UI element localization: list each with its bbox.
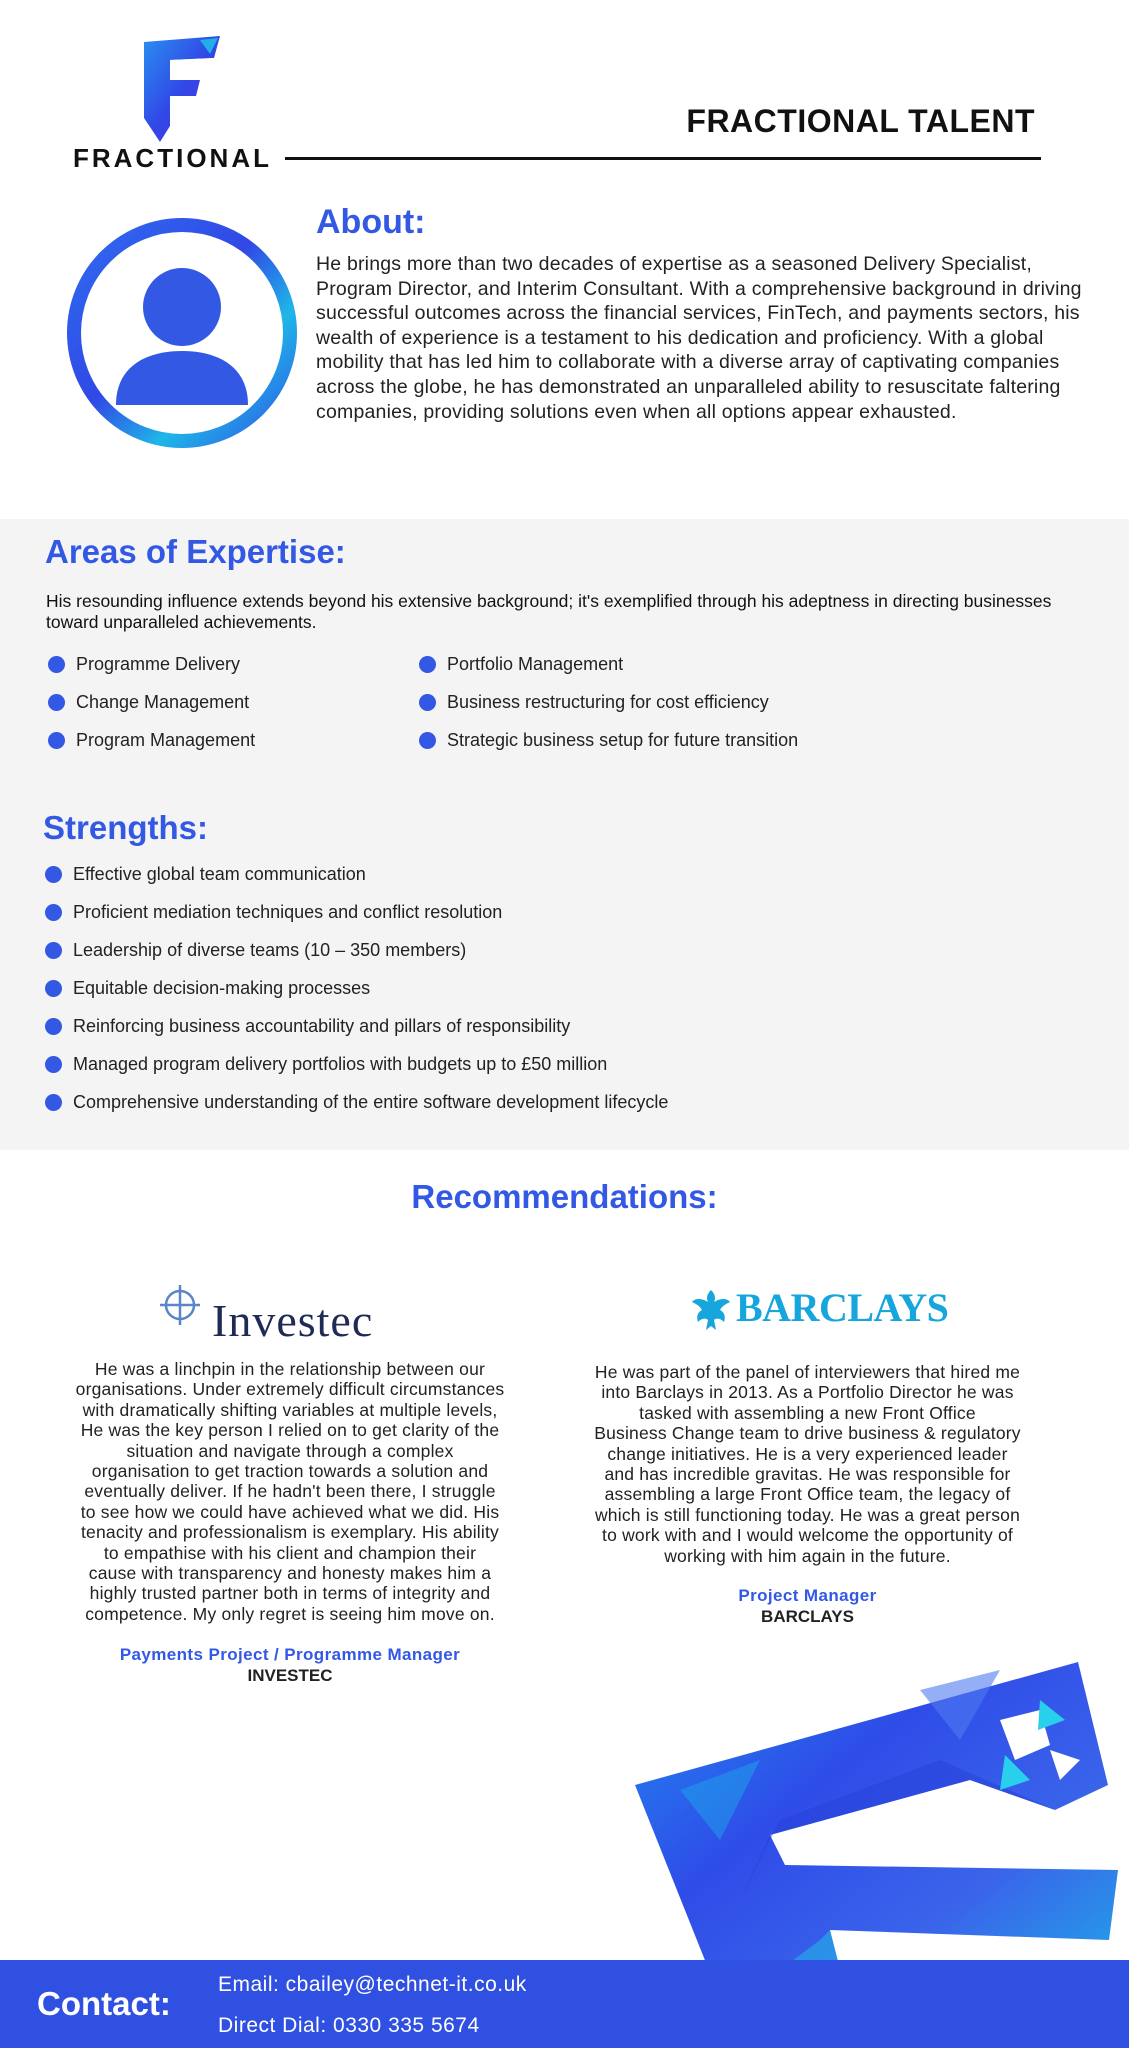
bullet-dot-icon xyxy=(419,732,436,749)
about-body: He brings more than two decades of expertise as a seasoned Delivery Specialist, Program Director, and Interim Consultant. With a comprehensive background in driving successful outcomes across the financial services, FinTech, and payments sectors, his wealth of experience is a testament to his dedication and proficiency. With a global mobility that has led him to collaborate with a diverse array of captivating companies across the globe, he has demonstrated an unparalleled ability to resuscitate faltering companies, providing solutions even when all options appear exhausted. xyxy=(316,253,1082,423)
bullet-dot-icon xyxy=(45,980,62,997)
barclays-recommender-role: Project Manager xyxy=(738,1586,877,1605)
list-item: Strategic business setup for future transition xyxy=(419,730,798,751)
fractional-logo-text: FRACTIONAL xyxy=(73,143,272,173)
about-heading: About: xyxy=(316,203,426,241)
page-title: FRACTIONAL TALENT xyxy=(686,103,1035,139)
bullet-dot-icon xyxy=(45,942,62,959)
list-item: Reinforcing business accountability and pillars of responsibility xyxy=(45,1016,570,1037)
bullet-dot-icon xyxy=(45,866,62,883)
investec-recommender-org: INVESTEC xyxy=(247,1666,333,1685)
bullet-dot-icon xyxy=(45,1094,62,1111)
barclays-quote: He was part of the panel of interviewers that hired me into Barclays in 2013. As a Portfolio Director he was tasked with assembling a new Front Office Business Change team to drive business & regulatory change initiatives. He is a very experienced leader and has incredible gravitas. He was responsible for assembling a large Front Office team, the legacy of which is still functioning today. He was a great person to work with and I would welcome the opportunity of working with him again in the future. xyxy=(594,1362,1021,1566)
expertise-heading: Areas of Expertise: xyxy=(45,533,346,570)
investec-logo-text: Investec xyxy=(212,1295,374,1346)
contact-email[interactable]: Email: cbailey@technet-it.co.uk xyxy=(218,1973,527,1996)
barclays-logo-text: BARCLAYS xyxy=(736,1285,949,1330)
contact-phone[interactable]: Direct Dial: 0330 335 5674 xyxy=(218,2014,480,2037)
bullet-dot-icon xyxy=(45,1056,62,1073)
bullet-dot-icon xyxy=(48,656,65,673)
bullet-dot-icon xyxy=(419,656,436,673)
list-item: Programme Delivery xyxy=(48,654,240,675)
list-item: Leadership of diverse teams (10 – 350 members) xyxy=(45,940,466,961)
investec-recommender-role: Payments Project / Programme Manager xyxy=(119,1645,461,1664)
list-item: Change Management xyxy=(48,692,249,713)
bullet-dot-icon xyxy=(45,904,62,921)
title-divider xyxy=(285,157,1041,160)
expertise-intro: His resounding influence extends beyond his extensive background; it's exemplified through his adeptness in directing businesses toward unparalleled achievements. xyxy=(46,591,1052,632)
bullet-dot-icon xyxy=(48,732,65,749)
strengths-heading: Strengths: xyxy=(43,809,208,846)
list-item: Proficient mediation techniques and conflict resolution xyxy=(45,902,502,923)
barclays-eagle-icon xyxy=(690,1288,732,1332)
bullet-dot-icon xyxy=(419,694,436,711)
contact-label: Contact: xyxy=(37,1985,171,2022)
list-item: Portfolio Management xyxy=(419,654,623,675)
bullet-dot-icon xyxy=(45,1018,62,1035)
list-item: Comprehensive understanding of the entire software development lifecycle xyxy=(45,1092,668,1113)
list-item: Equitable decision-making processes xyxy=(45,978,370,999)
list-item: Managed program delivery portfolios with budgets up to £50 million xyxy=(45,1054,607,1075)
list-item: Business restructuring for cost efficiency xyxy=(419,692,769,713)
barclays-recommender-org: BARCLAYS xyxy=(761,1607,854,1626)
list-item: Program Management xyxy=(48,730,255,751)
investec-quote: He was a linchpin in the relationship between our organisations. Under extremely difficult circumstances with dramatically shifting variables at multiple levels, He was the key person I relied on to get clarity of the situation and navigate through a complex organisation to get traction towards a solution and eventually deliver. If he hadn't been there, I struggle to see how we could have achieved what we did. His tenacity and professionalism is exemplary. His ability to empathise with his client and champion their cause with transparency and honesty makes him a highly trusted partner both in terms of integrity and competence. My only regret is seeing him move on. xyxy=(75,1359,505,1624)
user-avatar-icon xyxy=(64,215,300,451)
fractional-logo-icon xyxy=(140,36,222,142)
investec-logo-icon xyxy=(160,1285,200,1325)
bullet-dot-icon xyxy=(48,694,65,711)
list-item: Effective global team communication xyxy=(45,864,366,885)
recommendations-heading: Recommendations: xyxy=(411,1178,718,1215)
